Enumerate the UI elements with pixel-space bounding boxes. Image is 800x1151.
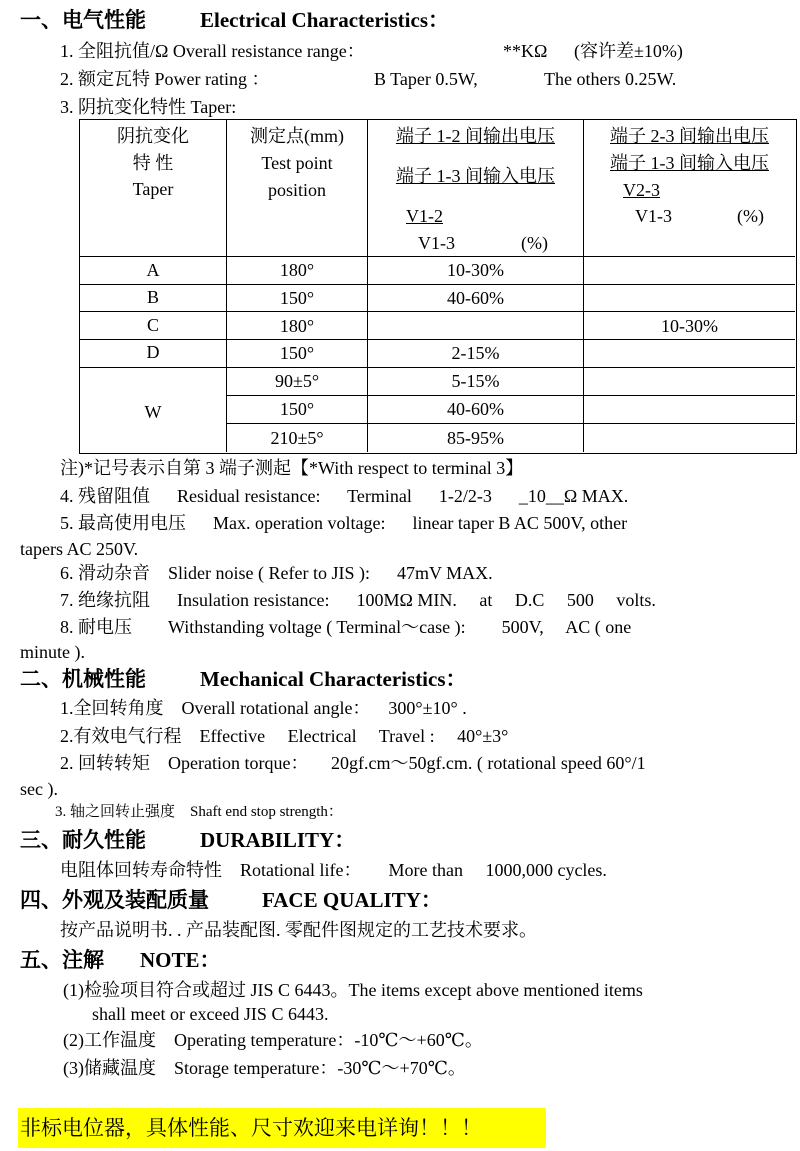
table-row-c-taper: C (146, 315, 159, 335)
header-testpoint-en1: Test point (261, 153, 333, 173)
max-operation-voltage: 5. 最高使用电压 Max. operation voltage: linear taper B AC 500V, other (60, 513, 628, 533)
section-2-title-cn: 二、机械性能 (20, 667, 146, 691)
section-3-title-en: DURABILITY： (200, 828, 356, 852)
header-v12-numerator: V1-2 (406, 206, 443, 226)
header-v23-line2: 端子 1-3 间输入电压 (610, 153, 769, 173)
note-1: (1)检验项目符合或超过 JIS C 6443。The items except above mentioned items (63, 980, 643, 1000)
table-row-a-v12: 10-30% (447, 260, 504, 280)
header-testpoint-en2: position (267, 180, 326, 200)
table-row-w1-point: 90±5° (274, 371, 320, 391)
residual-resistance: 4. 残留阻值 Residual resistance: Terminal 1-2/2-3 _10__Ω MAX. (60, 486, 629, 506)
table-row-a-point: 180° (279, 260, 315, 280)
header-v12-denominator: V1-3 (418, 233, 455, 253)
table-row-c-point: 180° (279, 316, 315, 336)
section-4-title-cn: 四、外观及装配质量 (20, 888, 209, 912)
header-taper-en: Taper (132, 179, 174, 199)
table-row-b-v12: 40-60% (447, 288, 504, 308)
table-row-w-taper: W (144, 402, 162, 422)
power-rating-others: The others 0.25W. (544, 69, 677, 89)
shaft-stop-strength: 3. 轴之回转止强度 Shaft end stop strength： (55, 804, 343, 820)
table-row-c-v23: 10-30% (661, 316, 718, 336)
operation-torque-cont: sec ). (20, 779, 58, 799)
table-row-b-taper: B (146, 287, 159, 307)
resistance-tolerance: (容许差±10%) (574, 41, 683, 61)
header-v12-line2: 端子 1-3 间输入电压 (396, 166, 555, 186)
section-5-title-en: NOTE： (140, 948, 221, 972)
taper-label: 3. 阴抗变化特性 Taper: (60, 97, 237, 117)
table-row-w3-point: 210±5° (270, 428, 324, 448)
table-row-d-taper: D (146, 342, 160, 362)
section-4-title-en: FACE QUALITY： (262, 888, 442, 912)
header-taper-cn1: 阴抗变化 (117, 126, 189, 146)
header-testpoint-cn: 测定点(mm) (250, 126, 344, 146)
section-2-title-en: Mechanical Characteristics： (200, 667, 467, 691)
table-row-w2-v12: 40-60% (447, 399, 504, 419)
table-row-w3-v12: 85-95% (447, 428, 504, 448)
rotational-angle: 1.全回转角度 Overall rotational angle： 300°±10° . (60, 698, 467, 718)
contact-banner (18, 1108, 546, 1148)
power-rating-b: B Taper 0.5W, (374, 69, 478, 89)
resistance-range-label: 1. 全阻抗值/Ω Overall resistance range： (60, 41, 365, 61)
table-row-d-v12: 2-15% (451, 343, 500, 363)
header-v23-denominator: V1-3 (635, 206, 672, 226)
header-v23-numerator: V2-3 (623, 180, 660, 200)
table-row-w1-v12: 5-15% (451, 371, 500, 391)
header-v23-line1: 端子 2-3 间输出电压 (610, 126, 769, 146)
contact-banner-text: 非标电位器，具体性能、尺寸欢迎来电详询！！！ (20, 1116, 482, 1140)
header-v23-unit: (%) (737, 206, 764, 226)
section-1-title-cn: 一、电气性能 (20, 8, 146, 32)
table-row-b-point: 150° (279, 288, 315, 308)
note-1-cont: shall meet or exceed JIS C 6443. (92, 1004, 329, 1024)
section-3-title-cn: 三、耐久性能 (20, 828, 146, 852)
table-row-w2-point: 150° (279, 399, 315, 419)
table-row-d-point: 150° (279, 343, 315, 363)
insulation-resistance: 7. 绝缘抗阻 Insulation resistance: 100MΩ MIN. at D.C 500 volts. (60, 590, 656, 610)
table-row-a-taper: A (146, 260, 160, 280)
rotational-life: 电阻体回转寿命特性 Rotational life： More than 1000,000 cycles. (60, 860, 607, 880)
withstanding-voltage-cont: minute ). (20, 642, 85, 662)
note-2-operating-temp: (2)工作温度 Operating temperature：-10℃～+60℃。 (63, 1030, 483, 1050)
withstanding-voltage: 8. 耐电压 Withstanding voltage ( Terminal～case ): 500V, AC ( one (60, 617, 632, 637)
terminal-note: 注)*记号表示自第 3 端子测起【*With respect to terminal 3】 (60, 458, 524, 478)
effective-travel: 2.有效电气行程 Effective Electrical Travel : 40°±3° (60, 726, 509, 746)
resistance-range-value: **KΩ (503, 41, 548, 61)
face-quality-requirement: 按产品说明书. . 产品装配图. 零配件图规定的工艺技术要求。 (60, 920, 537, 940)
header-v12-line1: 端子 1-2 间输出电压 (396, 126, 555, 146)
max-operation-voltage-cont: tapers AC 250V. (20, 539, 139, 559)
power-rating-label: 2. 额定瓦特 Power rating ： (60, 69, 270, 89)
section-5-title-cn: 五、注解 (20, 948, 104, 972)
section-1-title-en: Electrical Characteristics： (200, 8, 449, 32)
header-taper-cn2: 特 性 (132, 153, 174, 173)
header-v12-unit: (%) (521, 233, 548, 253)
note-3-storage-temp: (3)储藏温度 Storage temperature：-30℃～+70℃。 (63, 1058, 466, 1078)
operation-torque: 2. 回转转矩 Operation torque： 20gf.cm～50gf.cm. ( rotational speed 60°/1 (60, 753, 646, 773)
slider-noise: 6. 滑动杂音 Slider noise ( Refer to JIS ): 47mV MAX. (60, 563, 493, 583)
